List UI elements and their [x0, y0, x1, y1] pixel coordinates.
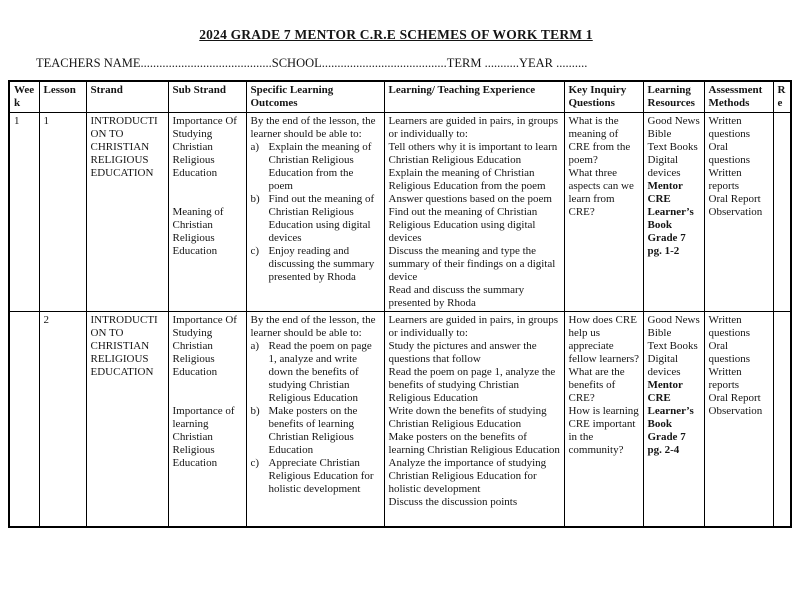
cell-paragraph: Discuss the discussion points [388, 496, 518, 509]
list-item-text: Enjoy reading and discussing the summary presented by Rhoda [268, 244, 375, 283]
cell-outcomes [246, 112, 384, 312]
cell-paragraph: Text Books [647, 340, 698, 353]
cell-paragraph: Study the pictures and answer the questions that follow [388, 340, 537, 366]
column-header-inquiry: Key Inquiry Questions [564, 81, 643, 112]
cell-paragraph: Explain the meaning of Christian Religious Education from the poem [388, 166, 546, 192]
cell-paragraph: Answer questions based on the poem [388, 192, 552, 205]
cell-paragraph: Good News Bible [647, 314, 700, 340]
outcome-list-item [251, 340, 381, 405]
list-item-label: c) [250, 457, 260, 470]
table-row [9, 112, 791, 312]
outcome-list-item [251, 245, 381, 284]
cell-paragraph: What is the meaning of CRE from the poem? [568, 114, 631, 166]
cell-outcomes [246, 312, 384, 527]
cell-paragraph: By the end of the lesson, the learner should be able to: [250, 314, 376, 340]
column-header-outcomes: Specific Learning Outcomes [246, 81, 384, 112]
cell-paragraph: Meaning of Christian Religious Education [172, 205, 224, 257]
column-header-resources: Learning Resources [643, 81, 704, 112]
cell-paragraph: Discuss the meaning and type the summary of their findings on a digital device [388, 244, 556, 283]
column-header-lesson: Lesson [39, 81, 86, 112]
cell-paragraph: Make posters on the benefits of learning Christian Religious Education [388, 431, 560, 457]
page-title: 2024 GRADE 7 MENTOR C.R.E SCHEMES OF WORK TERM 1 [199, 27, 593, 42]
table-row [9, 312, 791, 527]
cell-paragraph: Written questions [708, 314, 751, 340]
list-item-label: b) [250, 405, 260, 418]
cell-inquiry [564, 312, 643, 527]
cell-experience [384, 112, 564, 312]
header-row [9, 81, 791, 112]
list-item-label: b) [250, 192, 260, 205]
cell-paragraph: Write down the benefits of studying Christian Religious Education [388, 405, 547, 431]
cell-paragraph: Mentor CRE Learner’s Book Grade 7 pg. 1-2 [647, 179, 694, 257]
cell-lesson [39, 112, 86, 312]
cell-paragraph: Written reports [708, 366, 742, 392]
cell-lesson [39, 312, 86, 527]
list-item-text: Find out the meaning of Christian Religious Education using digital devices [268, 192, 375, 244]
cell-paragraph: How does CRE help us appreciate fellow learners? [568, 314, 640, 366]
cell-paragraph: What are the benefits of CRE? [568, 366, 625, 405]
cell-paragraph: How is learning CRE important in the community? [568, 405, 639, 457]
cell-re [773, 112, 791, 312]
column-header-sub_strand: Sub Strand [168, 81, 246, 112]
cell-paragraph: 1 [14, 114, 20, 127]
list-item-label: c) [250, 244, 260, 257]
cell-paragraph: Importance Of Studying Christian Religious Education [172, 114, 237, 179]
cell-paragraph: Read and discuss the summary presented by Rhoda [388, 283, 525, 309]
cell-paragraph: Tell others why it is important to learn Christian Religious Education [388, 140, 558, 166]
cell-paragraph: INTRODUCTION TO CHRISTIAN RELIGIOUS EDUCATION [90, 114, 158, 179]
cell-sub_strand [168, 112, 246, 312]
cell-paragraph: Find out the meaning of Christian Religious Education using digital devices [388, 205, 538, 244]
cell-paragraph: Oral Report [708, 392, 761, 405]
cell-paragraph: Read the poem on page 1, analyze the benefits of studying Christian Religious Education [388, 366, 556, 405]
cell-paragraph: By the end of the lesson, the learner should be able to: [250, 114, 376, 140]
column-header-re: Re [773, 81, 791, 112]
cell-paragraph: Oral questions [708, 340, 751, 366]
cell-strand [86, 312, 168, 527]
cell-experience [384, 312, 564, 527]
cell-paragraph: Mentor CRE Learner’s Book Grade 7 pg. 2-4 [647, 379, 694, 457]
column-header-assessment: Assessment Methods [704, 81, 773, 112]
outcome-list-item [251, 457, 381, 496]
cell-paragraph: Digital devices [647, 153, 681, 179]
list-item-text: Appreciate Christian Religious Education for holistic development [268, 457, 374, 496]
cell-week [9, 312, 39, 527]
outcome-list-item [251, 405, 381, 457]
cell-paragraph: Good News Bible [647, 114, 700, 140]
list-item-text: Make posters on the benefits of learning Christian Religious Education [268, 405, 358, 457]
cell-paragraph: Digital devices [647, 353, 681, 379]
cell-assessment [704, 112, 773, 312]
cell-strand [86, 112, 168, 312]
cell-paragraph: Learners are guided in pairs, in groups or individually to: [388, 114, 559, 140]
list-item-label: a) [250, 140, 260, 153]
column-header-strand: Strand [86, 81, 168, 112]
outcome-list-item [251, 193, 381, 245]
cell-paragraph: Text Books [647, 140, 698, 153]
cell-paragraph: Oral Report [708, 192, 761, 205]
cell-paragraph: Importance Of Studying Christian Religious Education [172, 314, 237, 379]
cell-paragraph: Learners are guided in pairs, in groups or individually to: [388, 314, 559, 340]
cell-paragraph: Written reports [708, 166, 742, 192]
cell-paragraph: 1 [43, 114, 49, 127]
cell-re [773, 312, 791, 527]
cell-resources [643, 112, 704, 312]
table-body [9, 112, 791, 527]
cell-paragraph: Observation [708, 405, 763, 418]
cell-paragraph: 2 [43, 314, 49, 327]
column-header-week: Week [9, 81, 39, 112]
cell-resources [643, 312, 704, 527]
cell-paragraph: INTRODUCTION TO CHRISTIAN RELIGIOUS EDUCATION [90, 314, 158, 379]
column-header-experience: Learning/ Teaching Experience [384, 81, 564, 112]
cell-paragraph: Analyze the importance of studying Christian Religious Education for holistic development [388, 457, 547, 496]
cell-paragraph: Importance of learning Christian Religious Education [172, 405, 235, 470]
cell-inquiry [564, 112, 643, 312]
cell-paragraph: Observation [708, 205, 763, 218]
table-header [9, 81, 791, 112]
teachers-name-line: TEACHERS NAME..........................................SCHOOL........................................TERM ...........YEAR .......... [36, 56, 588, 70]
outcome-list-item [251, 141, 381, 193]
cell-paragraph: Oral questions [708, 140, 751, 166]
cell-paragraph: What three aspects can we learn from CRE? [568, 166, 634, 218]
schemes-of-work-table [8, 80, 792, 528]
cell-assessment [704, 312, 773, 527]
list-item-label: a) [250, 340, 260, 353]
cell-paragraph: Written questions [708, 114, 751, 140]
list-item-text: Explain the meaning of Christian Religious Education from the poem [268, 140, 372, 192]
list-item-text: Read the poem on page 1, analyze and write down the benefits of studying Christian Religious Education [268, 340, 372, 405]
cell-week [9, 112, 39, 312]
cell-sub_strand [168, 312, 246, 527]
